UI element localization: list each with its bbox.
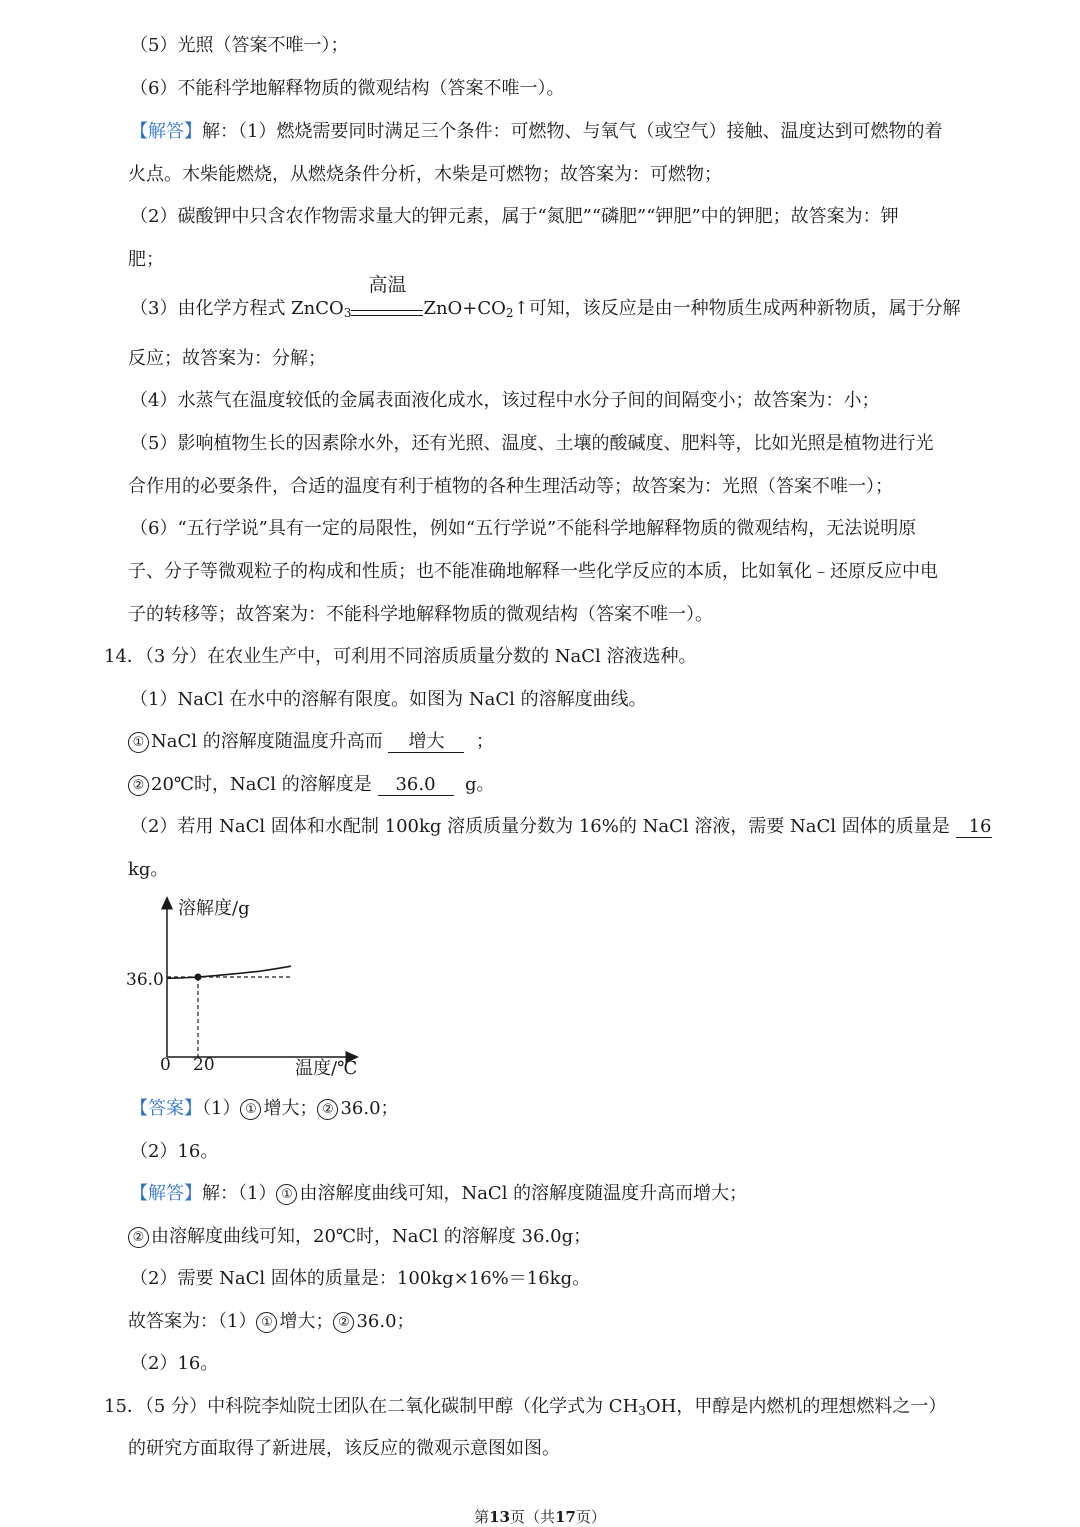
text: 由溶解度曲线可知，20℃时，NaCl 的溶解度 36.0g； [151,1226,592,1247]
text: 解：（1）燃烧需要同时满足三个条件：可燃物、与氧气（或空气）接触、温度达到可燃物的着 [202,121,943,142]
text-line: （2）16。 [130,1141,219,1162]
text: NaCl 的溶解度随温度升高而 [151,731,383,752]
solubility-chart [120,890,380,1080]
subscript: 3 [638,1404,646,1418]
circled-number: ① [256,1312,277,1333]
footer-text: 页） [575,1508,606,1526]
text: 解：（1） [202,1183,277,1204]
text: 故答案为：（1） [128,1311,257,1332]
data-point-20c [195,974,202,981]
y-tick-label: 36.0 [126,970,164,990]
footer-text: 第 [474,1508,490,1526]
page-total: 17 [555,1508,576,1526]
text-line: 肥； [128,249,164,270]
text: 增大； [279,1311,334,1332]
text: 20℃时，NaCl 的溶解度是 [151,774,372,795]
circled-number: ① [240,1099,261,1120]
text-line [128,773,495,797]
text: 36.0； [356,1311,415,1332]
circled-number: ② [128,775,149,796]
solution-tag: 【解答】 [130,1183,202,1204]
page-footer [0,1506,1080,1527]
text-line: （2）碳酸钾中只含农作物需求量大的钾元素，属于“氮肥”“磷肥”“钾肥”中的钾肥；故答案为：钾 [130,206,899,227]
page-number: 13 [489,1508,510,1526]
answer-tag: 【答案】 [130,1098,202,1119]
y-axis-label: 溶解度/g [178,898,250,919]
text: OH，甲醇是内燃机的理想燃料之一） [645,1396,947,1417]
x-tick-label: 20 [193,1055,215,1075]
text-line [128,1225,591,1249]
text: ； [475,731,494,752]
footer-text: 页（共 [509,1508,555,1526]
x-axis-label: 温度/℃ [295,1058,358,1079]
text-line [130,1182,747,1206]
text-line: 子的转移等；故答案为：不能科学地解释物质的微观结构（答案不唯一）。 [128,604,713,625]
text-line: （4）水蒸气在温度较低的金属表面液化成水，该过程中水分子间的间隔变小；故答案为：小； [130,390,880,411]
subscript: 2 [505,306,514,320]
text: （1） [202,1098,241,1119]
text-line: （2）16。 [130,1353,219,1374]
circled-number: ① [128,732,149,753]
text-line: kg。 [128,859,169,880]
solution-tag: 【解答】 [130,121,202,142]
text: 增大； [263,1098,318,1119]
text-line [130,120,942,144]
text-line: （6）不能科学地解释物质的微观结构（答案不唯一）。 [130,78,565,99]
circled-number: ② [128,1227,149,1248]
text: ↑可知，该反应是由一种物质生成两种新物质，属于分解 [513,298,961,319]
text-line [130,1097,399,1121]
text-line: 火点。木柴能燃烧，从燃烧条件分析，木柴是可燃物；故答案为：可燃物； [128,164,722,185]
text-line [128,1310,415,1334]
answer-blank: 增大 [388,732,464,753]
reaction-condition: 高温 [368,274,407,296]
text-line: （5）影响植物生长的因素除水外，还有光照、温度、土壤的酸碱度、肥料等，比如光照是植物进行光 [130,433,934,454]
text-line: （1）NaCl 在水中的溶解有限度。如图为 NaCl 的溶解度曲线。 [130,689,647,710]
text-line: （5）光照（答案不唯一）； [130,35,349,56]
circled-number: ② [317,1099,338,1120]
text: （3）由化学方程式 ZnCO [130,298,344,319]
circled-number: ② [333,1312,354,1333]
reaction-arrow [351,274,423,321]
equation-line [130,274,961,321]
text-line: 反应；故答案为：分解； [128,348,326,369]
question-14: 14．（3 分）在农业生产中，可利用不同溶质质量分数的 NaCl 溶液选种。 [104,646,697,667]
subscript: 3 [343,306,352,320]
text-line [128,730,494,754]
circled-number: ① [276,1184,297,1205]
text: g。 [464,774,495,795]
question-15 [104,1395,946,1419]
text: ZnO+CO [423,298,506,319]
text-line [130,815,992,839]
text-line: 子、分子等微观粒子的构成和性质；也不能准确地解释一些化学反应的本质，比如氧化﹣还原反应中电 [128,561,938,582]
text-line: 合作用的必要条件，合适的温度有利于植物的各种生理活动等；故答案为：光照（答案不唯一）； [128,476,893,497]
text-line: （2）需要 NaCl 固体的质量是：100kg×16%＝16kg。 [130,1268,591,1289]
text: 36.0； [340,1098,399,1119]
x-tick-label: 0 [160,1055,171,1075]
answer-blank: 36.0 [378,775,454,796]
text-line: （6）“五行学说”具有一定的局限性，例如“五行学说”不能科学地解释物质的微观结构，无法说明原 [130,518,917,539]
text: （2）若用 NaCl 固体和水配制 100kg 溶质质量分数为 16%的 NaCl 溶液，需要 NaCl 固体的质量是 [130,816,950,837]
answer-blank: 16 [956,817,992,838]
text: 15．（5 分）中科院李灿院士团队在二氧化碳制甲醇（化学式为 CH [104,1396,639,1417]
text-line: 的研究方面取得了新进展，该反应的微观示意图如图。 [128,1438,560,1459]
text: 由溶解度曲线可知，NaCl 的溶解度随温度升高而增大； [299,1183,748,1204]
